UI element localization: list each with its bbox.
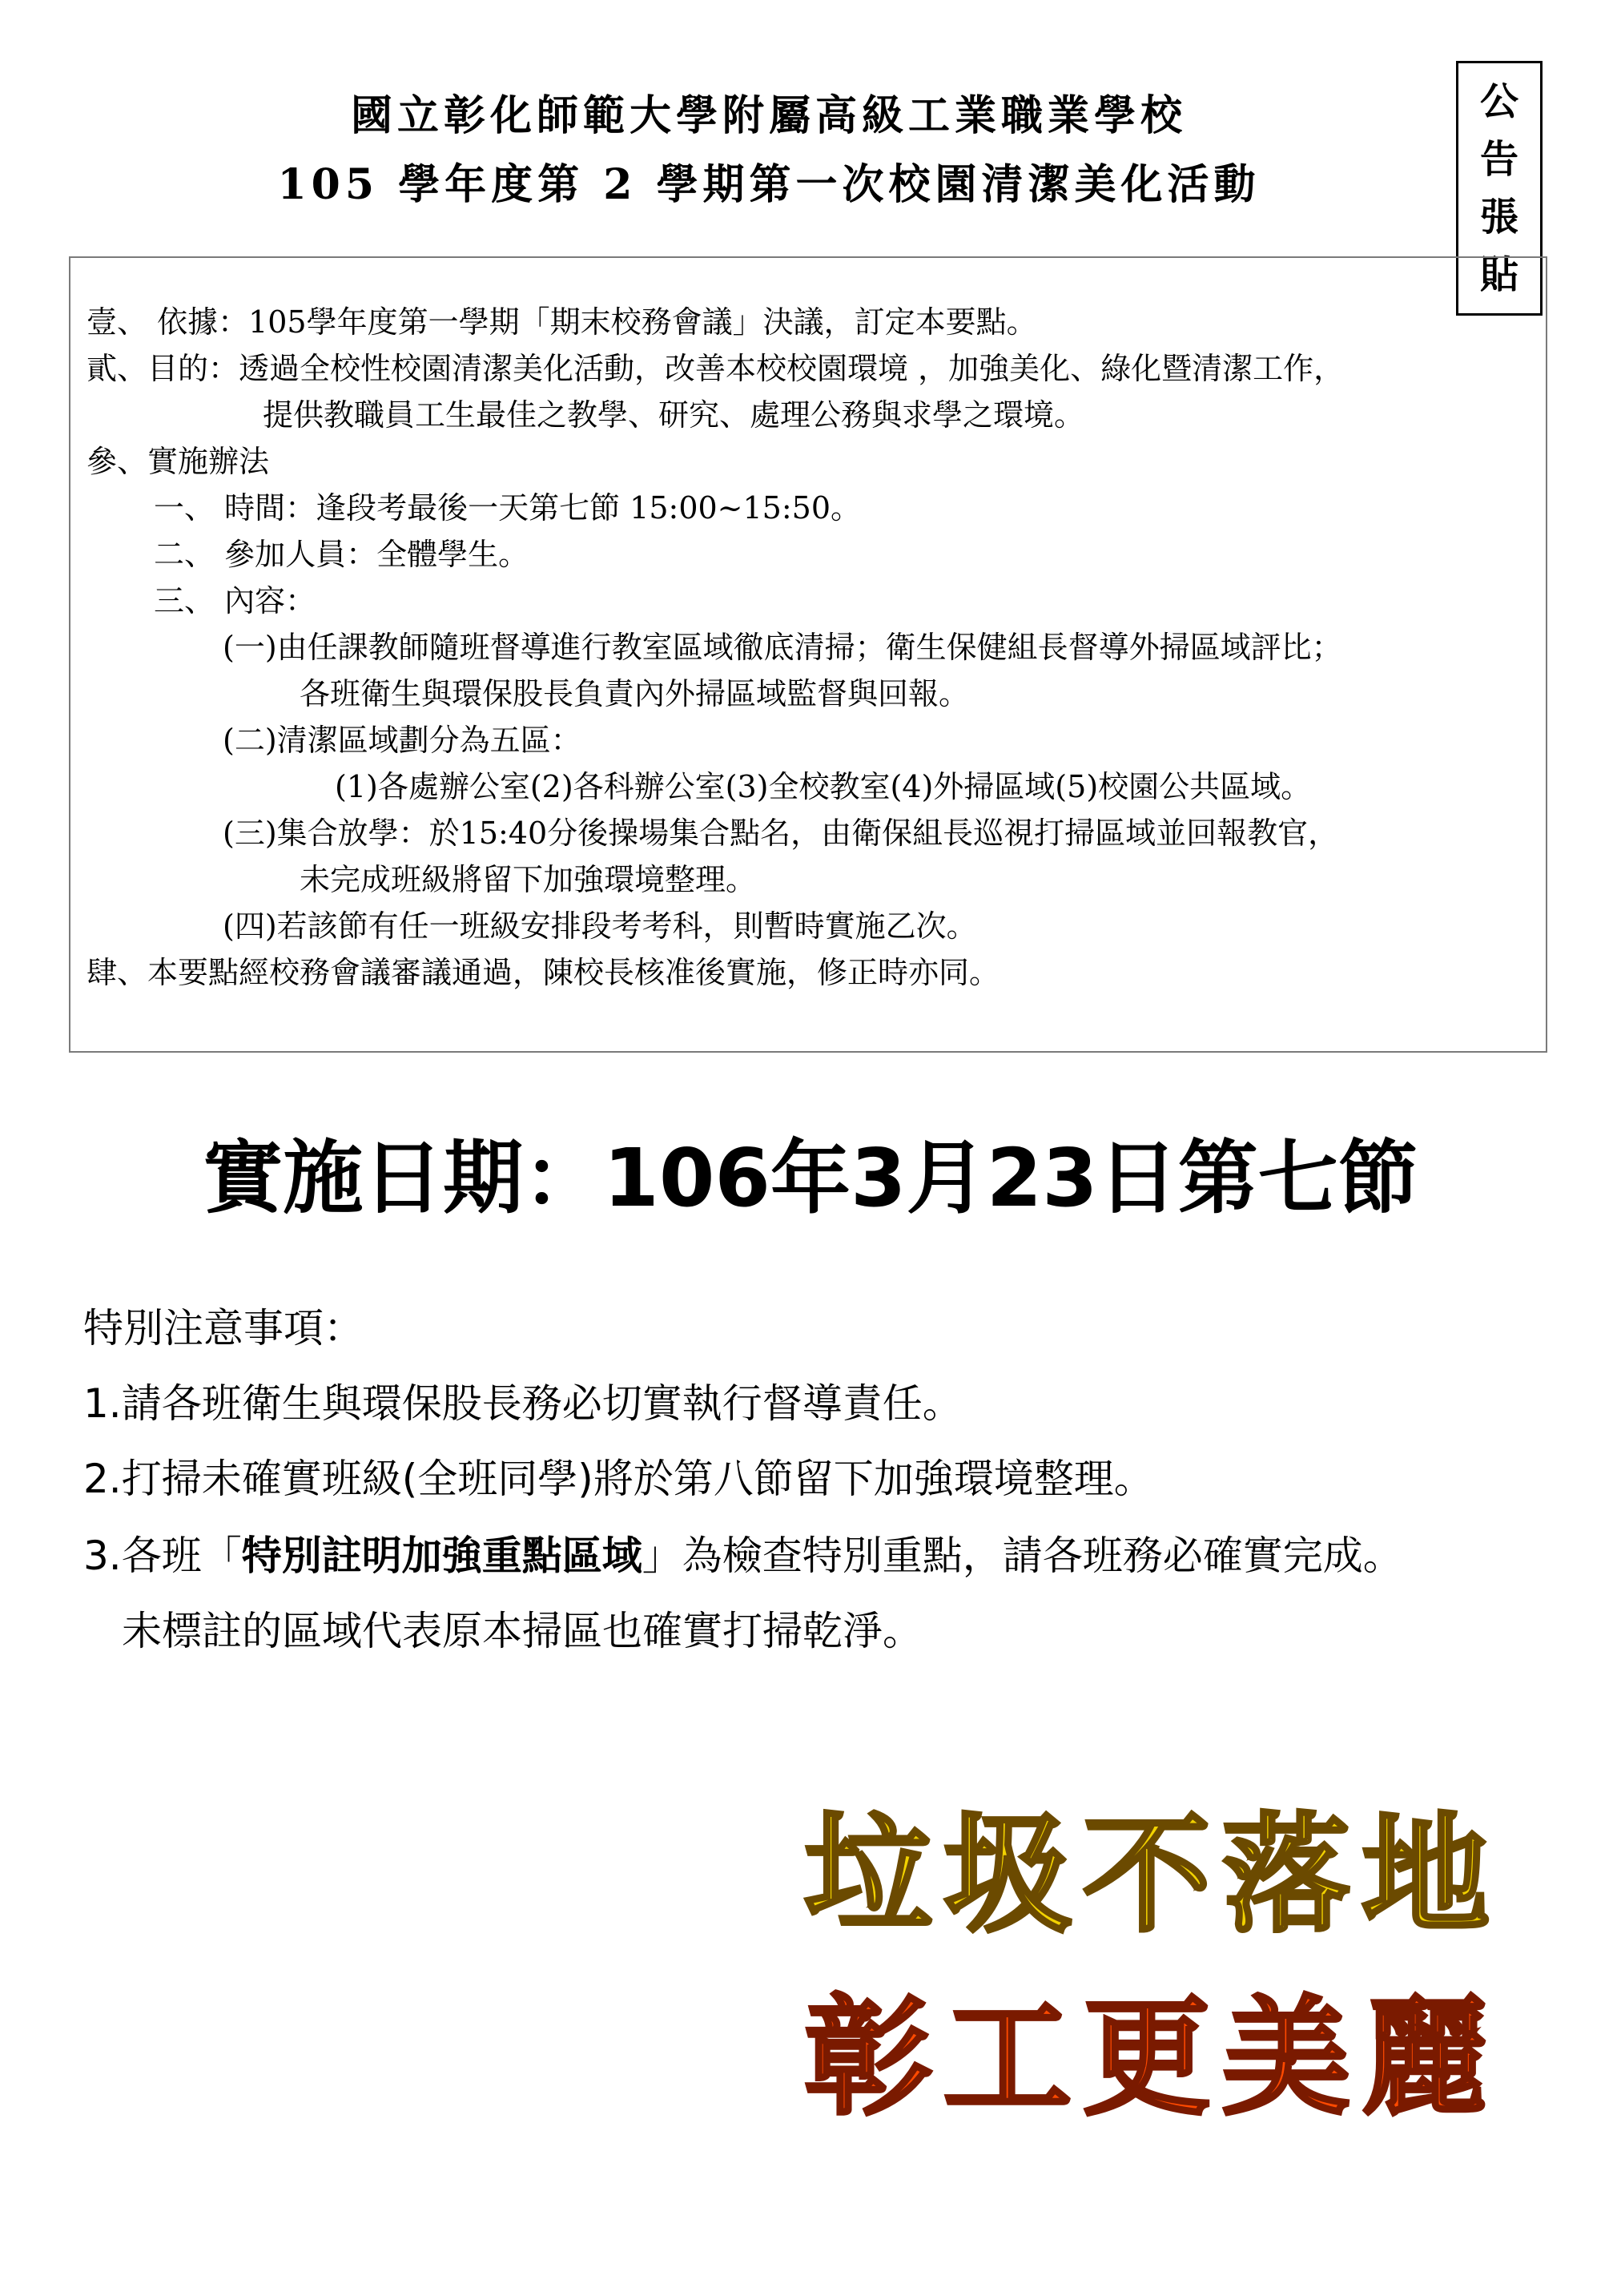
rule-line: 未完成班級將留下加強環境整理。 xyxy=(300,862,757,897)
implementation-date: 實施日期：106年3月23日第七節 xyxy=(203,1131,1418,1225)
note-item-3 xyxy=(83,1532,1403,1580)
note-item-3-emphasis: 特別註明加強重點區域 xyxy=(241,1533,642,1579)
slogan-line-1: 垃圾不落地 xyxy=(803,1800,1501,1950)
notice-char: 公 xyxy=(1479,79,1518,124)
note-item-3-prefix: 3.各班「 xyxy=(83,1533,242,1579)
rule-line: (1)各處辦公室(2)各科辦公室(3)全校教室(4)外掃區域(5)校園公共區域。 xyxy=(335,769,1312,804)
notice-char: 張 xyxy=(1479,195,1518,240)
rule-line: 肆、本要點經校務會議審議通過，陳校長核准後實施，修正時亦同。 xyxy=(86,955,1000,990)
rule-line: (四)若該節有任一班級安排段考考科，則暫時實施乙次。 xyxy=(223,908,977,944)
rule-line: 壹、 依據：105學年度第一學期「期末校務會議」決議，訂定本要點。 xyxy=(86,304,1037,340)
rule-line: (一)由任課教師隨班督導進行教室區域徹底清掃；衛生保健組長督導外掃區域評比； xyxy=(223,630,1342,665)
notice-char: 貼 xyxy=(1479,252,1518,297)
rule-line: 參、實施辦法 xyxy=(86,444,270,479)
note-item-3-continuation: 未標註的區域代表原本掃區也確實打掃乾淨。 xyxy=(122,1608,923,1654)
event-title: 105 學年度第 2 學期第一次校園清潔美化活動 xyxy=(277,160,1261,209)
rules-box xyxy=(69,256,1547,1053)
rule-line: (二)清潔區域劃分為五區： xyxy=(223,723,581,758)
rule-line: 貳、目的：透過全校性校園清潔美化活動，改善本校校園環境 ，加強美化、綠化暨清潔工作， xyxy=(86,351,1345,386)
note-item-2: 2.打掃未確實班級(全班同學)將於第八節留下加強環境整理。 xyxy=(83,1456,1154,1502)
notice-char: 告 xyxy=(1479,137,1518,182)
rule-line: 提供教職員工生最佳之教學、研究、處理公務與求學之環境。 xyxy=(263,397,1085,433)
rule-line: 三、 內容： xyxy=(154,583,316,618)
rule-line: 一、 時間：逢段考最後一天第七節 15:00~15:50。 xyxy=(154,490,862,526)
slogan-line-2: 彰工更美麗 xyxy=(803,1983,1501,2133)
rule-line: 二、 參加人員：全體學生。 xyxy=(154,537,529,572)
note-item-1: 1.請各班衛生與環保股長務必切實執行督導責任。 xyxy=(83,1380,963,1427)
rule-line: 各班衛生與環保股長負責內外掃區域監督與回報。 xyxy=(300,676,970,711)
rule-line: (三)集合放學：於15:40分後操場集合點名，由衛保組長巡視打掃區域並回報教官， xyxy=(223,816,1339,851)
school-title: 國立彰化師範大學附屬高級工業職業學校 xyxy=(350,91,1187,140)
notes-heading: 特別注意事項： xyxy=(83,1305,364,1351)
note-item-3-suffix: 」為檢查特別重點，請各班務必確實完成。 xyxy=(642,1533,1403,1579)
